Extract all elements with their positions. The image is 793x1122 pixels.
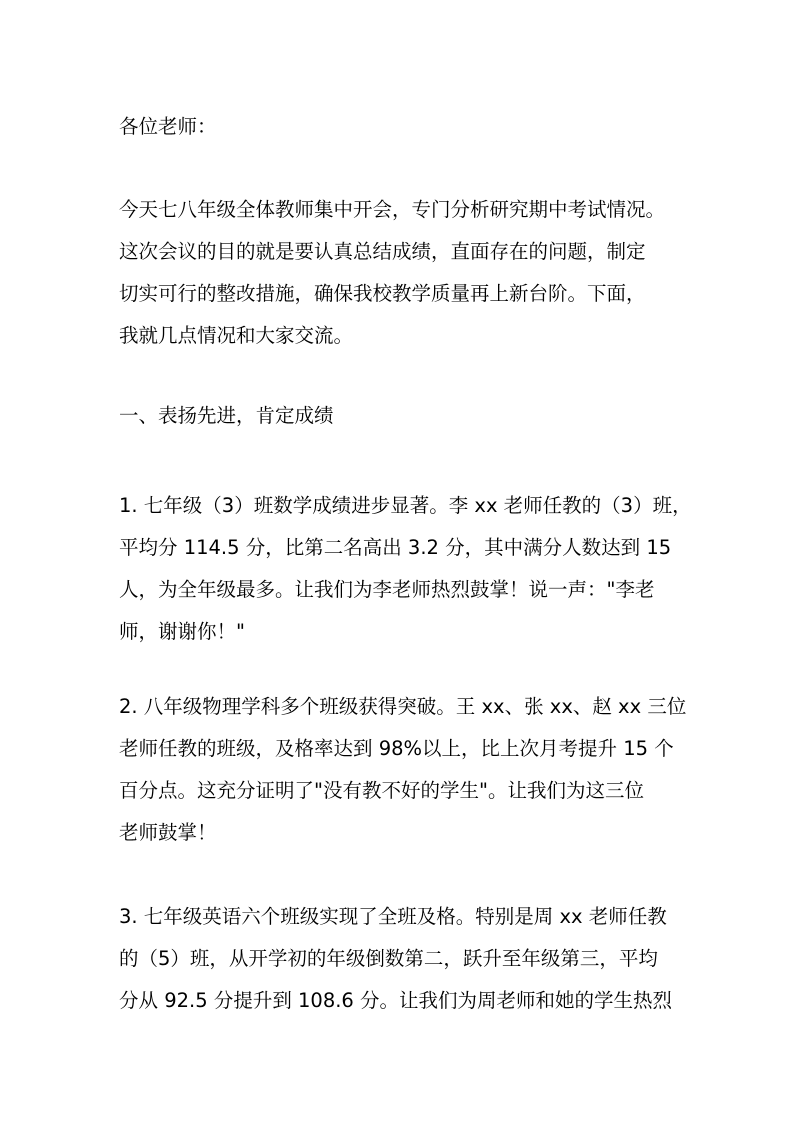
salutation-text: 各位老师： <box>119 115 217 138</box>
section-heading-text: 一、表扬先进，肯定成绩 <box>119 404 334 427</box>
text-line: 切实可行的整改措施，确保我校教学质量再上新台阶。下面， <box>119 282 646 305</box>
text-line: 百分点。这充分证明了"没有教不好的学生"。让我们为这三位 <box>119 779 644 802</box>
text-line: 平均分 114.5 分，比第二名高出 3.2 分，其中满分人数达到 15 <box>119 536 672 559</box>
text-line: 这次会议的目的就是要认真总结成绩，直面存在的问题，制定 <box>119 240 646 263</box>
text-line: 老师鼓掌！ <box>119 821 217 844</box>
section-heading <box>119 395 719 437</box>
item-2-paragraph <box>119 686 719 854</box>
text-line: 人，为全年级最多。让我们为李老师热烈鼓掌！说一声："李老 <box>119 578 655 601</box>
text-line: 我就几点情况和大家交流。 <box>119 324 354 347</box>
text-line: 3. 七年级英语六个班级实现了全班及格。特别是周 xx 老师任教 <box>119 905 667 928</box>
text-line: 今天七八年级全体教师集中开会，专门分析研究期中考试情况。 <box>119 198 666 221</box>
salutation <box>119 106 719 148</box>
text-line: 老师任教的班级，及格率达到 98%以上，比上次月考提升 15 个 <box>119 737 674 760</box>
text-line: 分从 92.5 分提升到 108.6 分。让我们为周老师和她的学生热烈 <box>119 989 673 1012</box>
text-line: 2. 八年级物理学科多个班级获得突破。王 xx、张 xx、赵 xx 三位 <box>119 695 687 718</box>
text-line: 的（5）班，从开学初的年级倒数第二，跃升至年级第三，平均 <box>119 947 658 970</box>
item-3-paragraph <box>119 896 719 1022</box>
text-line: 师，谢谢你！" <box>119 620 245 643</box>
text-line: 1. 七年级（3）班数学成绩进步显著。李 xx 老师任教的（3）班， <box>119 494 692 517</box>
item-1-paragraph <box>119 485 719 653</box>
intro-paragraph <box>119 189 719 357</box>
